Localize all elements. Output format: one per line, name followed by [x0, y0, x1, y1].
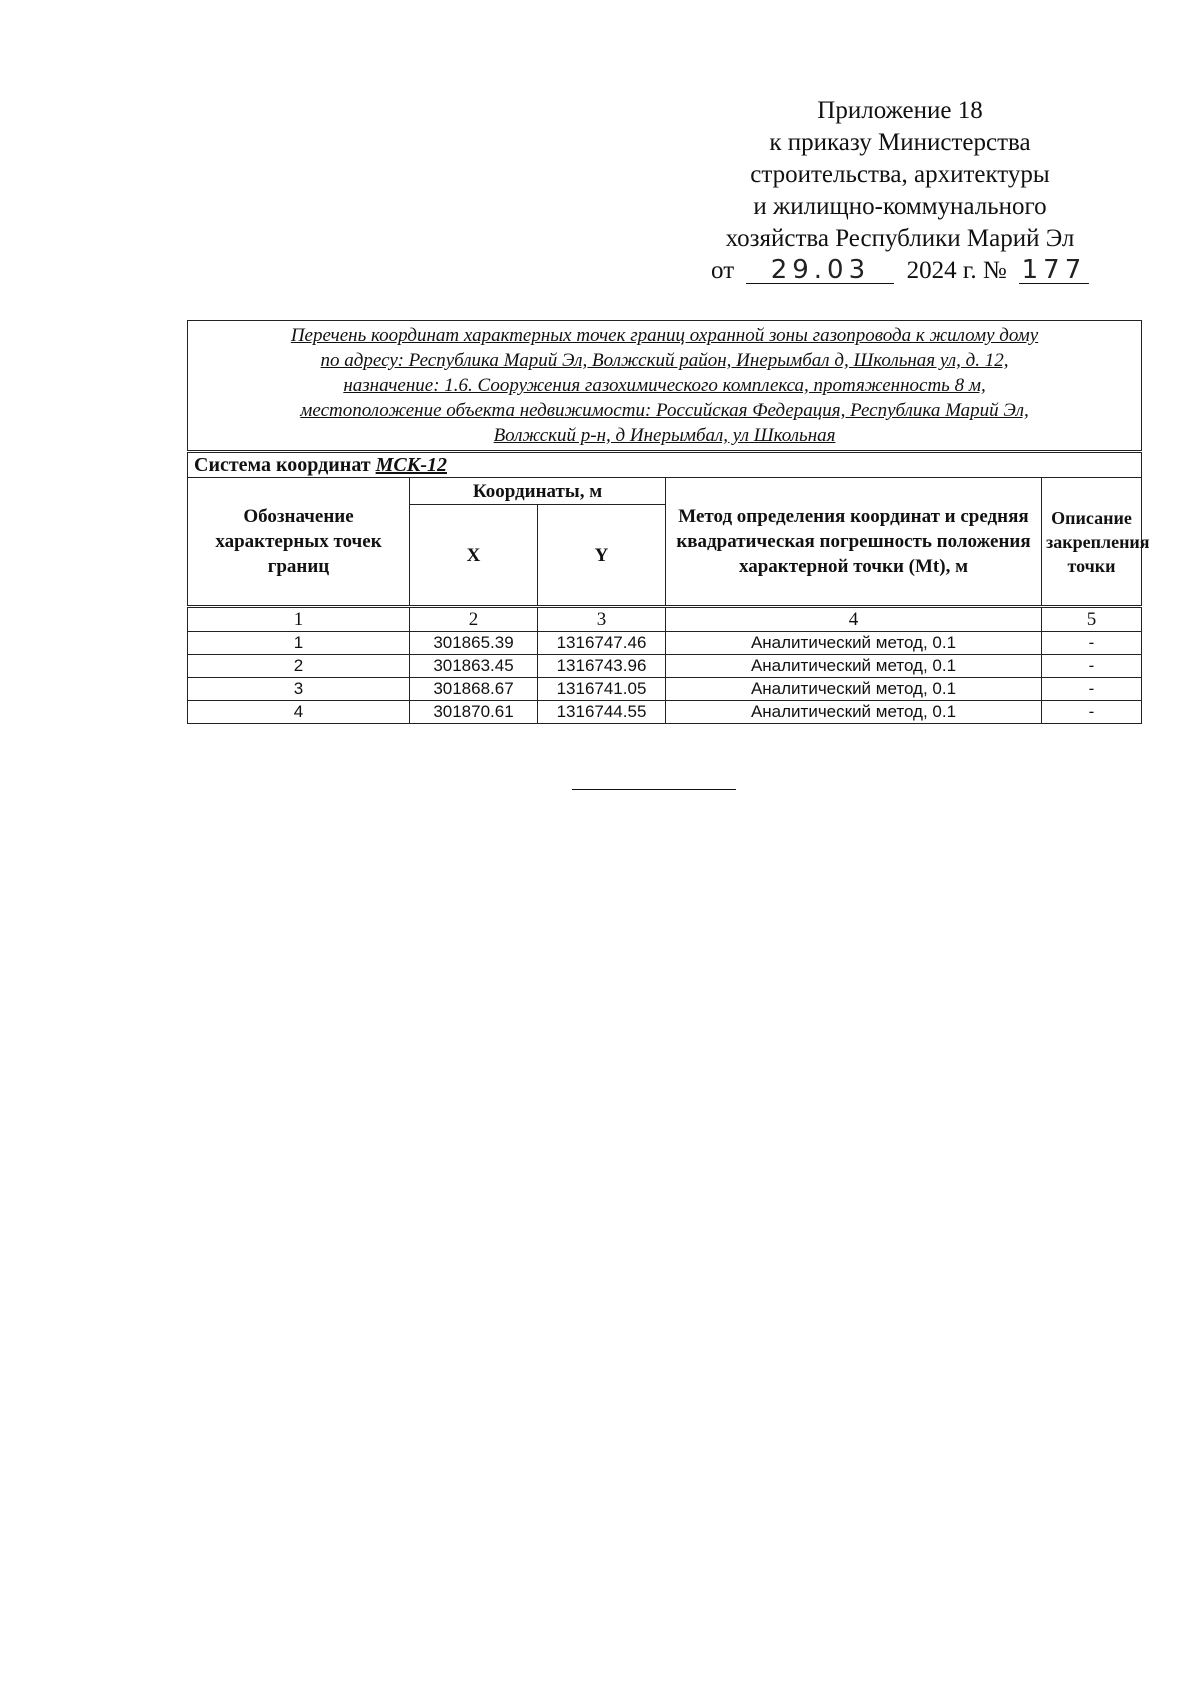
order-date-line [700, 255, 1100, 287]
header-line-housing: и жилищно-коммунального [753, 193, 1047, 220]
handwritten-order-number: 177 [1019, 257, 1089, 284]
coordinates-table [187, 320, 1150, 724]
column-number: 3 [538, 607, 666, 632]
header-point-designation: Обозначение характерных точек границ [188, 478, 410, 607]
cell-method: Аналитический метод, 0.1 [666, 701, 1042, 724]
title-line: Волжский р-н, д Инерымбал, ул Школьная [493, 425, 836, 446]
cell-point: 2 [188, 655, 410, 678]
cell-point: 1 [188, 632, 410, 655]
header-coordinates: Координаты, м [410, 478, 666, 505]
title-line: местоположение объекта недвижимости: Российская Федерация, Республика Марий Эл, [300, 400, 1029, 421]
coordinate-system-label: Система координат [194, 453, 371, 476]
table-row [188, 632, 1142, 655]
header-line-republic: хозяйства Республики Марий Эл [725, 225, 1075, 252]
table-title [188, 321, 1142, 452]
cell-description: - [1042, 655, 1142, 678]
column-number: 1 [188, 607, 410, 632]
cell-y: 1316747.46 [538, 632, 666, 655]
cell-description: - [1042, 678, 1142, 701]
header-line-appendix: Приложение 18 [817, 97, 983, 124]
header-line-ministry: строительства, архитектуры [750, 161, 1050, 188]
cell-x: 301870.61 [410, 701, 538, 724]
cell-y: 1316741.05 [538, 678, 666, 701]
cell-y: 1316743.96 [538, 655, 666, 678]
header-y: Y [538, 505, 666, 607]
header-line-order: к приказу Министерства [769, 129, 1031, 156]
date-prefix: от [711, 257, 735, 284]
cell-method: Аналитический метод, 0.1 [666, 678, 1042, 701]
cell-point: 4 [188, 701, 410, 724]
end-divider-line [572, 789, 736, 790]
cell-description: - [1042, 701, 1142, 724]
cell-y: 1316744.55 [538, 701, 666, 724]
column-number: 4 [666, 607, 1042, 632]
appendix-header [700, 95, 1100, 287]
title-line: назначение: 1.6. Сооружения газохимического комплекса, протяженность 8 м, [343, 375, 986, 396]
title-line: Перечень координат характерных точек границ охранной зоны газопровода к жилому дому [290, 325, 1039, 346]
header-description: Описание закрепления точки [1042, 478, 1142, 607]
coordinate-system-value: МСК-12 [375, 453, 447, 476]
table-row [188, 655, 1142, 678]
cell-method: Аналитический метод, 0.1 [666, 655, 1042, 678]
cell-method: Аналитический метод, 0.1 [666, 632, 1042, 655]
cell-description: - [1042, 632, 1142, 655]
column-number: 5 [1042, 607, 1142, 632]
title-line: по адресу: Республика Марий Эл, Волжский район, Инерымбал д, Школьная ул, д. 12, [320, 350, 1009, 371]
column-number: 2 [410, 607, 538, 632]
cell-x: 301865.39 [410, 632, 538, 655]
cell-x: 301863.45 [410, 655, 538, 678]
column-numbers-row [188, 607, 1142, 632]
header-x: X [410, 505, 538, 607]
handwritten-date: 29.03 [746, 257, 894, 284]
header-method: Метод определения координат и средняя квадратическая погрешность положения характерной точки (Mt), м [666, 478, 1042, 607]
year-and-number-label: 2024 г. № [906, 257, 1007, 284]
table-row [188, 678, 1142, 701]
coordinate-system [188, 452, 1142, 478]
cell-x: 301868.67 [410, 678, 538, 701]
table-row [188, 701, 1142, 724]
cell-point: 3 [188, 678, 410, 701]
